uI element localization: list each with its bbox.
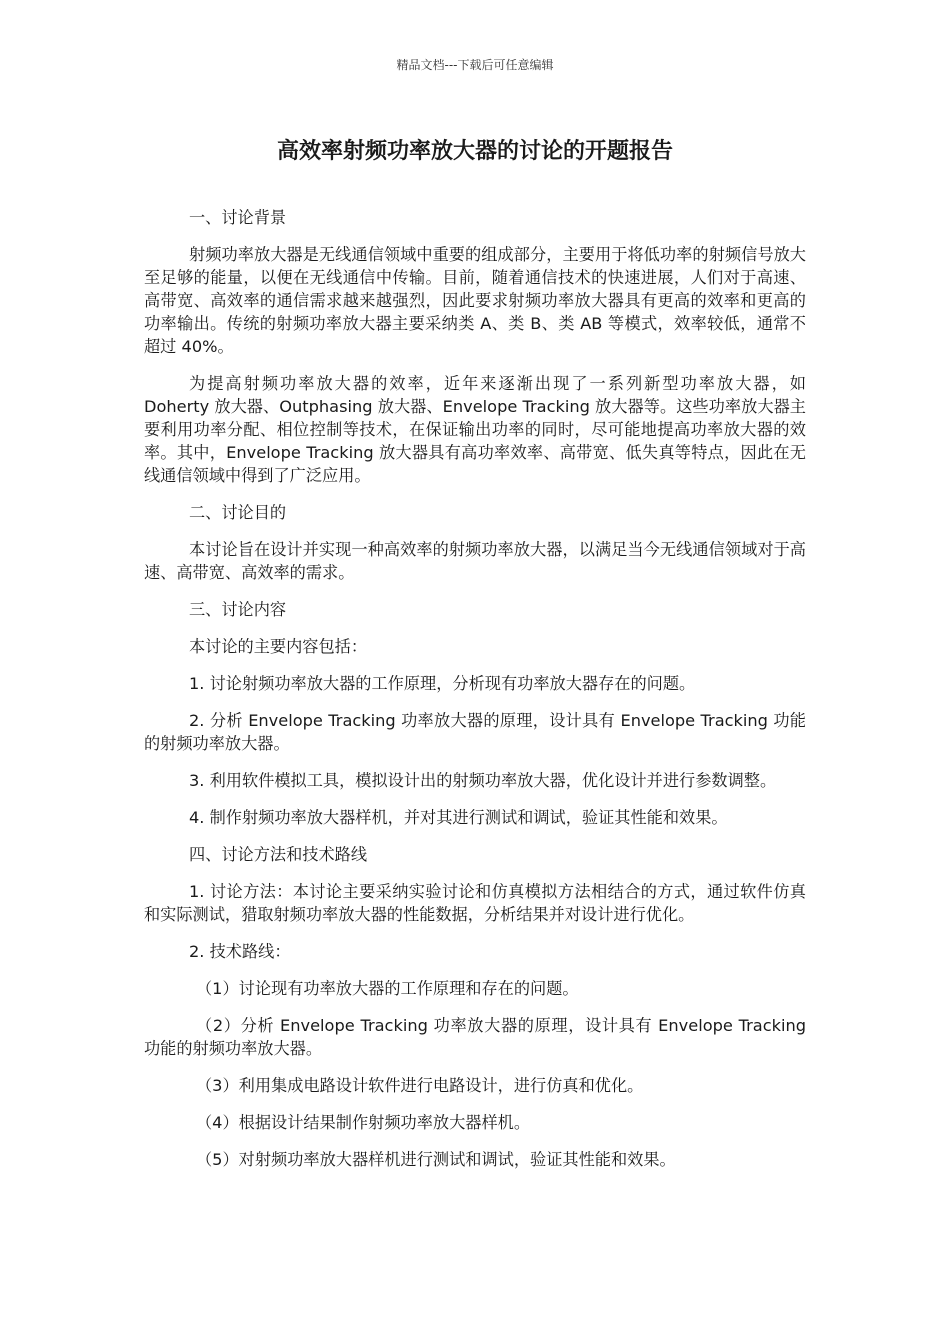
body-paragraph: 2. 分析 Envelope Tracking 功率放大器的原理，设计具有 Envelope Tracking 功能的射频功率放大器。: [144, 711, 806, 753]
section-heading: 二、讨论目的: [189, 503, 287, 522]
sub-list-item: （2）分析 Envelope Tracking 功率放大器的原理，设计具有 Envelope Tracking 功能的射频功率放大器。: [144, 1016, 806, 1058]
body-paragraph: 本讨论的主要内容包括：: [189, 637, 368, 656]
section-heading: 三、讨论内容: [189, 600, 287, 619]
sub-list-item: （1）讨论现有功率放大器的工作原理和存在的问题。: [196, 979, 579, 998]
body-paragraph: 4. 制作射频功率放大器样机，并对其进行测试和调试，验证其性能和效果。: [189, 808, 728, 827]
body-paragraph: 为提高射频功率放大器的效率，近年来逐渐出现了一系列新型功率放大器，如 Doherty 放大器、Outphasing 放大器、Envelope Tracking 放大器等。这些功率放大器主要利用功率分配、相位控制等技术，在保证输出功率的同时，尽可能地提高功率放大器的效率。其中，Envelope Tracking 放大器具有高功率效率、高带宽、低失真等特点，因此在无线通信领域中得到了广泛应用。: [144, 374, 806, 485]
document-title: 高效率射频功率放大器的讨论的开题报告: [276, 139, 673, 164]
body-paragraph: 2. 技术路线：: [189, 942, 291, 961]
document-body: [144, 206, 806, 1185]
section-heading: 四、讨论方法和技术路线: [189, 845, 368, 864]
body-paragraph: 射频功率放大器是无线通信领域中重要的组成部分，主要用于将低功率的射频信号放大至足够的能量，以便在无线通信中传输。目前，随着通信技术的快速进展，人们对于高速、高带宽、高效率的通信需求越来越强烈，因此要求射频功率放大器具有更高的效率和更高的功率输出。传统的射频功率放大器主要采纳类 A、类 B、类 AB 等模式，效率较低，通常不超过 40%。: [144, 245, 806, 356]
section-heading: 一、讨论背景: [189, 208, 287, 227]
sub-list-item: （3）利用集成电路设计软件进行电路设计，进行仿真和优化。: [196, 1076, 644, 1095]
body-paragraph: 本讨论旨在设计并实现一种高效率的射频功率放大器，以满足当今无线通信领域对于高速、高带宽、高效率的需求。: [144, 540, 806, 582]
body-paragraph: 1. 讨论射频功率放大器的工作原理，分析现有功率放大器存在的问题。: [189, 674, 696, 693]
header-note: 精品文档---下载后可任意编辑: [396, 58, 554, 72]
body-paragraph: 1. 讨论方法：本讨论主要采纳实验讨论和仿真模拟方法相结合的方式，通过软件仿真和实际测试，猎取射频功率放大器的性能数据，分析结果并对设计进行优化。: [144, 882, 806, 924]
sub-list-item: （4）根据设计结果制作射频功率放大器样机。: [196, 1113, 531, 1132]
body-paragraph: 3. 利用软件模拟工具，模拟设计出的射频功率放大器，优化设计并进行参数调整。: [189, 771, 777, 790]
sub-list-item: （5）对射频功率放大器样机进行测试和调试，验证其性能和效果。: [196, 1150, 676, 1169]
